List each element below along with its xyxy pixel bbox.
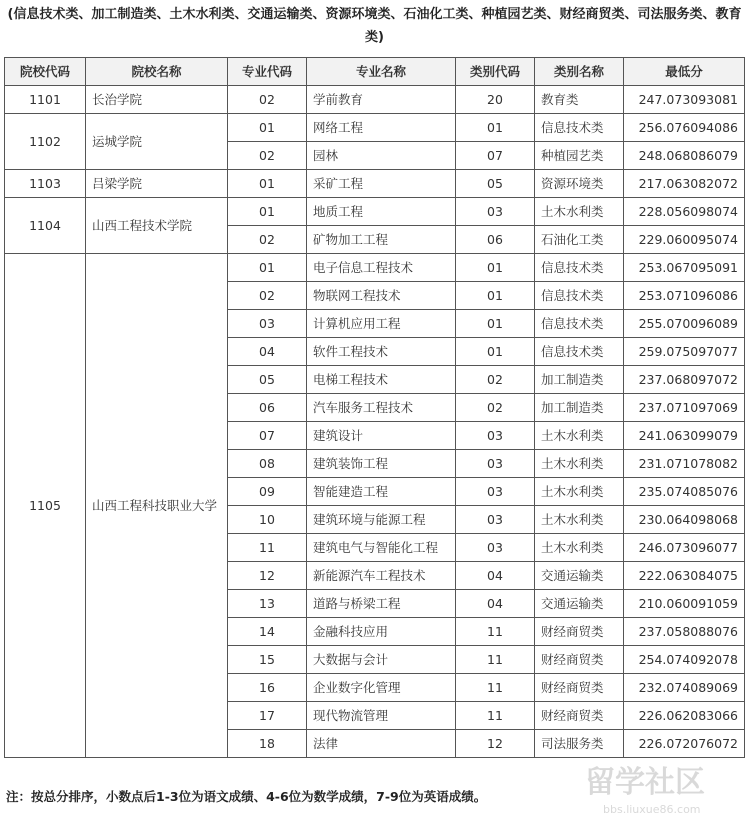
major-code-cell: 09	[228, 478, 307, 506]
category-code-cell: 01	[456, 338, 535, 366]
header-row	[5, 58, 745, 86]
major-name-cell: 电子信息工程技术	[307, 254, 456, 282]
category-name-cell: 财经商贸类	[535, 674, 624, 702]
category-name-cell: 信息技术类	[535, 114, 624, 142]
major-code-cell: 03	[228, 310, 307, 338]
major-code-cell: 13	[228, 590, 307, 618]
major-name-cell: 计算机应用工程	[307, 310, 456, 338]
category-name-cell: 土木水利类	[535, 534, 624, 562]
major-code-cell: 10	[228, 506, 307, 534]
category-code-cell: 04	[456, 590, 535, 618]
category-name-cell: 信息技术类	[535, 310, 624, 338]
min-score-cell: 253.071096086	[624, 282, 745, 310]
category-name-cell: 土木水利类	[535, 450, 624, 478]
major-code-cell: 02	[228, 86, 307, 114]
min-score-cell: 246.073096077	[624, 534, 745, 562]
major-name-cell: 大数据与会计	[307, 646, 456, 674]
school-code-cell: 1105	[5, 254, 86, 758]
category-code-cell: 03	[456, 422, 535, 450]
major-name-cell: 采矿工程	[307, 170, 456, 198]
school-name-cell: 吕梁学院	[86, 170, 228, 198]
min-score-cell: 256.076094086	[624, 114, 745, 142]
category-code-cell: 03	[456, 506, 535, 534]
major-code-cell: 07	[228, 422, 307, 450]
major-code-cell: 15	[228, 646, 307, 674]
major-name-cell: 学前教育	[307, 86, 456, 114]
category-code-cell: 01	[456, 254, 535, 282]
school-code-cell: 1101	[5, 86, 86, 114]
min-score-cell: 217.063082072	[624, 170, 745, 198]
category-name-cell: 信息技术类	[535, 282, 624, 310]
major-name-cell: 汽车服务工程技术	[307, 394, 456, 422]
major-name-cell: 建筑装饰工程	[307, 450, 456, 478]
category-code-cell: 03	[456, 450, 535, 478]
school-name-cell: 运城学院	[86, 114, 228, 170]
category-name-cell: 土木水利类	[535, 198, 624, 226]
watermark-logo-text: 留学社区	[585, 765, 705, 800]
category-name-cell: 财经商贸类	[535, 702, 624, 730]
major-name-cell: 道路与桥梁工程	[307, 590, 456, 618]
min-score-cell: 254.074092078	[624, 646, 745, 674]
major-code-cell: 01	[228, 198, 307, 226]
category-code-cell: 07	[456, 142, 535, 170]
school-code-cell: 1102	[5, 114, 86, 170]
header-school-name: 院校名称	[86, 58, 228, 86]
min-score-cell: 241.063099079	[624, 422, 745, 450]
major-code-cell: 02	[228, 142, 307, 170]
major-name-cell: 网络工程	[307, 114, 456, 142]
min-score-cell: 210.060091059	[624, 590, 745, 618]
major-code-cell: 11	[228, 534, 307, 562]
min-score-cell: 222.063084075	[624, 562, 745, 590]
category-name-cell: 资源环境类	[535, 170, 624, 198]
min-score-cell: 229.060095074	[624, 226, 745, 254]
min-score-cell: 237.058088076	[624, 618, 745, 646]
admission-score-table	[4, 57, 745, 758]
major-name-cell: 新能源汽车工程技术	[307, 562, 456, 590]
category-code-cell: 03	[456, 198, 535, 226]
watermark-logo	[575, 758, 745, 820]
category-code-cell: 12	[456, 730, 535, 758]
major-name-cell: 法律	[307, 730, 456, 758]
min-score-cell: 228.056098074	[624, 198, 745, 226]
table-row	[5, 198, 745, 226]
min-score-cell: 237.068097072	[624, 366, 745, 394]
min-score-cell: 226.062083066	[624, 702, 745, 730]
category-name-cell: 土木水利类	[535, 422, 624, 450]
category-code-cell: 04	[456, 562, 535, 590]
category-code-cell: 11	[456, 618, 535, 646]
category-code-cell: 01	[456, 282, 535, 310]
category-name-cell: 教育类	[535, 86, 624, 114]
category-code-cell: 11	[456, 702, 535, 730]
school-code-cell: 1104	[5, 198, 86, 254]
category-name-cell: 土木水利类	[535, 478, 624, 506]
major-code-cell: 04	[228, 338, 307, 366]
school-name-cell: 长治学院	[86, 86, 228, 114]
category-code-cell: 03	[456, 534, 535, 562]
min-score-cell: 232.074089069	[624, 674, 745, 702]
category-name-cell: 种植园艺类	[535, 142, 624, 170]
major-code-cell: 06	[228, 394, 307, 422]
category-name-cell: 交通运输类	[535, 562, 624, 590]
major-code-cell: 12	[228, 562, 307, 590]
min-score-cell: 231.071078082	[624, 450, 745, 478]
header-category-name: 类别名称	[535, 58, 624, 86]
header-min-score: 最低分	[624, 58, 745, 86]
table-caption: (信息技术类、加工制造类、土木水利类、交通运输类、资源环境类、石油化工类、种植园艺类、财经商贸类、司法服务类、教育类)	[7, 7, 742, 45]
major-code-cell: 01	[228, 114, 307, 142]
table-row	[5, 114, 745, 142]
major-name-cell: 现代物流管理	[307, 702, 456, 730]
min-score-cell: 259.075097077	[624, 338, 745, 366]
major-code-cell: 14	[228, 618, 307, 646]
header-school-code: 院校代码	[5, 58, 86, 86]
min-score-cell: 230.064098068	[624, 506, 745, 534]
major-name-cell: 软件工程技术	[307, 338, 456, 366]
table-body	[5, 86, 745, 758]
major-name-cell: 建筑设计	[307, 422, 456, 450]
table-row	[5, 86, 745, 114]
major-name-cell: 企业数字化管理	[307, 674, 456, 702]
min-score-cell: 255.070096089	[624, 310, 745, 338]
min-score-cell: 247.073093081	[624, 86, 745, 114]
header-major-name: 专业名称	[307, 58, 456, 86]
major-code-cell: 01	[228, 254, 307, 282]
category-name-cell: 石油化工类	[535, 226, 624, 254]
major-code-cell: 08	[228, 450, 307, 478]
table-row	[5, 254, 745, 282]
category-code-cell: 06	[456, 226, 535, 254]
category-name-cell: 加工制造类	[535, 394, 624, 422]
major-name-cell: 建筑电气与智能化工程	[307, 534, 456, 562]
major-name-cell: 物联网工程技术	[307, 282, 456, 310]
category-name-cell: 信息技术类	[535, 338, 624, 366]
category-name-cell: 加工制造类	[535, 366, 624, 394]
category-name-cell: 信息技术类	[535, 254, 624, 282]
major-code-cell: 16	[228, 674, 307, 702]
major-name-cell: 地质工程	[307, 198, 456, 226]
header-category-code: 类别代码	[456, 58, 535, 86]
major-code-cell: 01	[228, 170, 307, 198]
category-code-cell: 11	[456, 646, 535, 674]
category-name-cell: 财经商贸类	[535, 618, 624, 646]
major-name-cell: 建筑环境与能源工程	[307, 506, 456, 534]
watermark-url: bbs.liuxue86.com	[603, 803, 701, 816]
footnote: 注：按总分排序，小数点后1-3位为语文成绩、4-6位为数学成绩，7-9位为英语成绩。	[6, 789, 487, 804]
category-code-cell: 05	[456, 170, 535, 198]
category-code-cell: 20	[456, 86, 535, 114]
category-name-cell: 司法服务类	[535, 730, 624, 758]
category-code-cell: 02	[456, 394, 535, 422]
major-name-cell: 园林	[307, 142, 456, 170]
major-code-cell: 02	[228, 226, 307, 254]
school-name-cell: 山西工程技术学院	[86, 198, 228, 254]
category-code-cell: 11	[456, 674, 535, 702]
min-score-cell: 248.068086079	[624, 142, 745, 170]
major-code-cell: 17	[228, 702, 307, 730]
major-name-cell: 智能建造工程	[307, 478, 456, 506]
category-code-cell: 03	[456, 478, 535, 506]
category-name-cell: 土木水利类	[535, 506, 624, 534]
category-code-cell: 01	[456, 114, 535, 142]
min-score-cell: 253.067095091	[624, 254, 745, 282]
major-name-cell: 矿物加工工程	[307, 226, 456, 254]
min-score-cell: 237.071097069	[624, 394, 745, 422]
min-score-cell: 235.074085076	[624, 478, 745, 506]
school-name-cell: 山西工程科技职业大学	[86, 254, 228, 758]
category-name-cell: 财经商贸类	[535, 646, 624, 674]
category-name-cell: 交通运输类	[535, 590, 624, 618]
header-major-code: 专业代码	[228, 58, 307, 86]
major-code-cell: 05	[228, 366, 307, 394]
category-code-cell: 02	[456, 366, 535, 394]
min-score-cell: 226.072076072	[624, 730, 745, 758]
school-code-cell: 1103	[5, 170, 86, 198]
table-row	[5, 170, 745, 198]
major-name-cell: 金融科技应用	[307, 618, 456, 646]
major-code-cell: 02	[228, 282, 307, 310]
major-code-cell: 18	[228, 730, 307, 758]
major-name-cell: 电梯工程技术	[307, 366, 456, 394]
category-code-cell: 01	[456, 310, 535, 338]
